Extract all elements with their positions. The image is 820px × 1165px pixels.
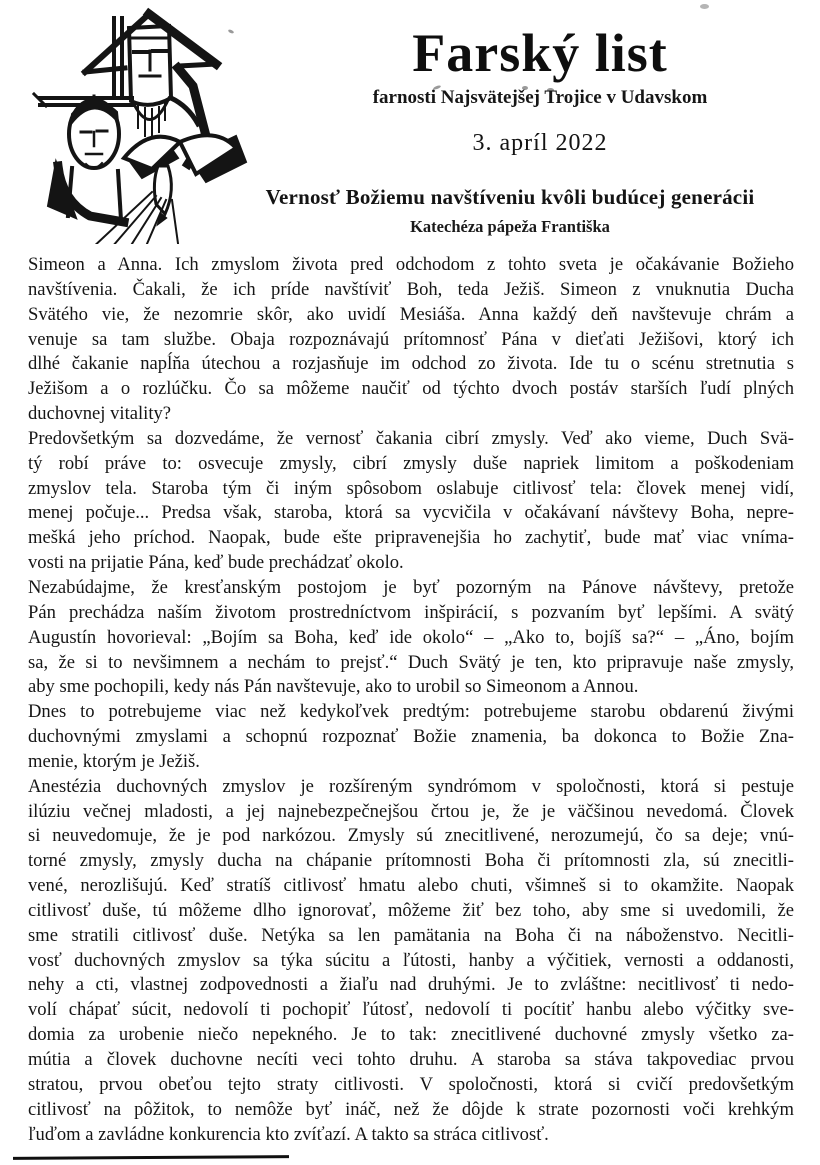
footer-rule [13,1155,289,1160]
body-text-line: duchovnej vitality? [28,403,172,425]
body-text-line: volí chápať súcit, nedovolí ti pochopiť ľútosť, nedovolí ti pocítiť hanbu alebo výčitky sve- [28,999,794,1021]
body-text-line: vené, nerozlišujú. Keď stratíš citlivosť hmatu alebo chuti, všimneš si to okamžite. Naopak [28,875,794,897]
body-text-line: si neuvedomuje, že je pod narkózou. Zmysly sú znecitlivené, nerozumejú, čo sa deje; vnú- [28,825,794,847]
body-text-line: torné zmysly, zmysly ducha na chápanie prítomnosti Boha či prítomnosti zla, sú znecitli- [28,850,794,872]
body-text-line: aby sme pochopili, kedy nás Pán navštevuje, ako to urobil so Simeonom a Annou. [28,676,639,698]
newsletter-subtitle: farnosti Najsvätejšej Trojice v Udavskom [372,87,708,108]
body-text-line: Augustín hovorieval: „Bojím sa Boha, keď ide okolo“ – „Ako to, bojíš sa?“ – „Áno, bojím [28,626,794,648]
body-text-line: vosť duchovných zmyslov sa týka súcitu a ľútosti, hanby a výčitiek, vernosti a oddanosti, [28,949,794,971]
scan-artifact [700,4,709,9]
body-text-line: zmyslov tela. Staroba tým či iným spôsobom oslabuje citlivosť tela: človek menej vidí, [28,477,794,499]
newsletter-title: Farský list [412,23,668,83]
article-body [28,253,794,1147]
body-text-line: duchovnými zmyslami a schopnú rozpoznať Božie znamenia, ba dokonca to Božie Zna- [28,726,794,748]
body-text-line: tý robí práve to: osvecuje zmysly, cibrí zmysly duše napriek limitom a poškodeniam [28,452,794,474]
body-text-line: navštívenia. Čakali, že ich príde navštíviť Boh, teda Ježiš. Simeon z vnuknutia Ducha [28,278,794,300]
body-text-line: Pán prechádza naším životom prostredníctvom inšpirácií, s pozvaním byť lepšími. A svätý [28,601,794,623]
article-heading: Vernosť Božiemu navštíveniu kvôli budúcej generácii [265,185,755,209]
body-text-line: Svätého vie, že nezomrie skôr, ako uvidí Mesiáša. Anna každý deň navštevuje chrám a [28,303,794,325]
body-text-line: dlhé čakanie napĺňa útechou a rozjasňuje im odchod zo života. Ide tu o scénu stretnutia s [28,353,794,375]
body-text-line: nehy a cti, vlastnej zodpovednosti a žiaľu nad druhými. Je to zvláštne: necitlivosť ti nedo- [28,974,794,996]
body-text-line: venuje sa tam službe. Obaja rozpoznávajú prítomnosť Pána v dieťati Ježišovi, ktorý ich [28,328,794,350]
body-text-line: Simeon a Anna. Ich zmyslom života pred odchodom z tohto sveta je očakávanie Božieho [28,254,794,275]
article-subheading: Katechéza pápeža Františka [410,217,610,236]
issue-date: 3. apríl 2022 [472,130,608,156]
article-header [205,184,815,238]
body-text-line: domia za urobenie niečo nepekného. Je to tak: znecitlivené duchovné zmysly všetko za- [28,1024,794,1046]
body-text-line: ľuďom a zavládne konkurencia kto zvíťazí. A takto sa stráca citlivosť. [28,1123,549,1145]
body-text-line: Predovšetkým sa dozvedáme, že vernosť čakania cibrí zmysly. Veď ako vieme, Duch Svä- [28,427,794,449]
body-text-line: citlivosť na pôžitok, to nemôže byť ináč, než že dôjde k strate pozornosti voči krehkým [28,1098,794,1120]
body-text-line: Dnes to potrebujeme viac než kedykoľvek predtým: potrebujeme starobu obdarenú živými [28,701,794,723]
body-text-line: mešká jeho príchod. Naopak, bude ešte pripravenejšia ho zachytiť, bude mať viac vníma- [28,527,794,549]
body-text-line: sme stratili citlivosť duše. Netýka sa len pamätania na Boha či na náboženstvo. Necitli- [28,924,794,946]
body-text-line: menej počuje... Predsa však, staroba, ktorá sa vycvičila v očakávaní návštevy Boha, nepre- [28,502,794,524]
body-text-line: vosti na prijatie Pána, keď bude prechádzať okolo. [28,552,404,574]
body-text-line: menie, ktorým je Ježiš. [28,750,200,772]
body-text-line: Anestézia duchovných zmyslov je rozšíreným syndrómom v spoločnosti, ktorá si pestuje [28,775,794,797]
body-text-line: Ježišom a o rozlúčku. Čo sa môžeme naučiť od týchto dvoch postáv starších ľudí plných [28,378,794,400]
masthead [330,24,750,157]
body-text-line: ilúziu večnej mladosti, a jej najnebezpečnejšou črtou je, že je väčšinou nevedomá. Človek [28,800,794,822]
body-text-line: citlivosť duše, tú môžeme dlho ignorovať, môžeme žiť bez toho, aby sme si uvedomili, že [28,899,794,921]
body-text-line: sa, že si to nevšimnem a nechám to prejsť.“ Duch Svätý je ten, kto pripravuje naše zmysly, [28,651,794,673]
body-text-line: mútia a človek duchovne necíti veci tohto druhu. A staroba sa stáva takpovediac prvou [28,1049,794,1070]
body-text-line: Nezabúdajme, že kresťanským postojom je byť pozorným na Pánove návštevy, pretože [28,576,794,598]
body-text-line: stratou, prvou obeťou tejto straty citlivosti. V spoločnosti, ktorá si cvičí predovšetkým [28,1073,794,1095]
